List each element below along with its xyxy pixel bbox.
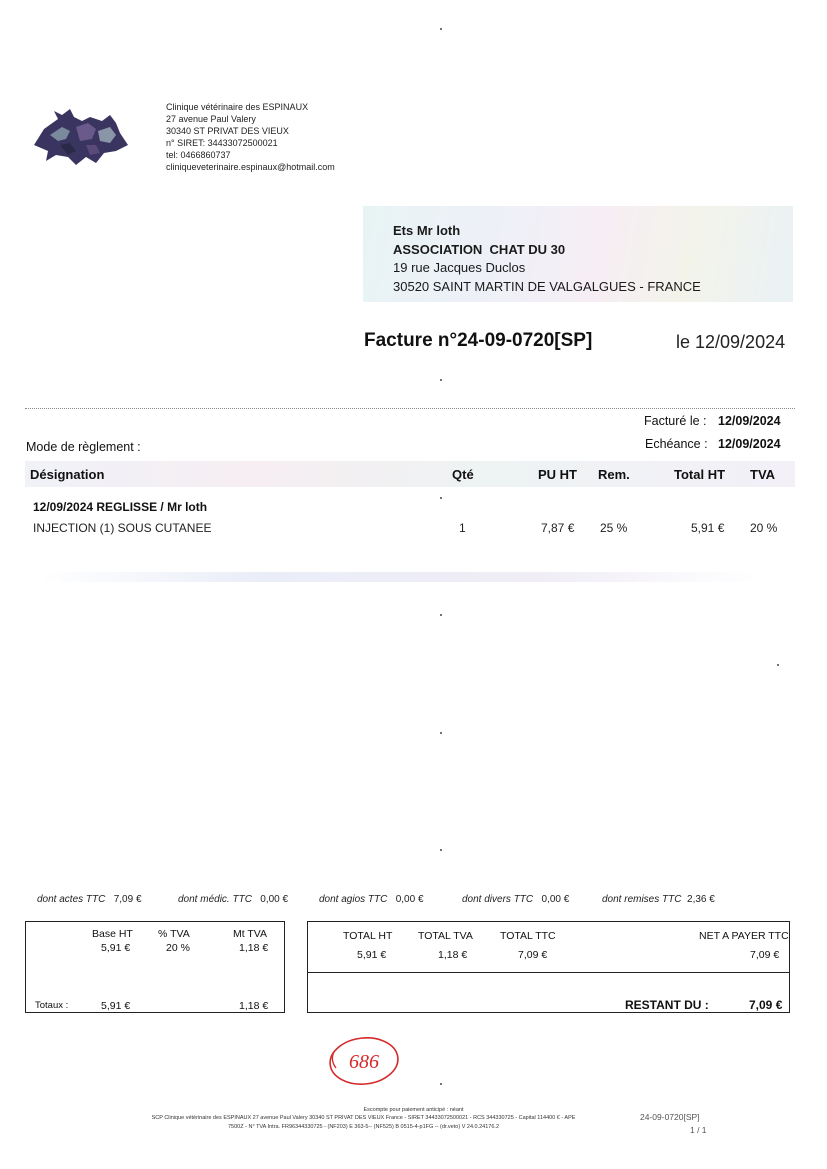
total-ht-label: TOTAL HT bbox=[343, 930, 393, 942]
footer-line-2: SCP Clinique vétérinaire des ESPINAUX 27 avenue Paul Valery 30340 ST PRIVAT DES VIEUX France - SIRET 34433072500021 - RCS 344330725 - Capital 114400 € - APE bbox=[151, 1115, 576, 1121]
medic-label: dont médic. TTC bbox=[178, 894, 252, 905]
actes-label: dont actes TTC bbox=[37, 894, 106, 905]
restant-label: RESTANT DU : bbox=[625, 998, 709, 1012]
row-designation: INJECTION (1) SOUS CUTANEE bbox=[33, 521, 212, 535]
col-tva: TVA bbox=[750, 467, 776, 482]
footer-ref: 24-09-0720[SP] bbox=[640, 1112, 700, 1122]
clinic-tel: tel: 0466860737 bbox=[166, 150, 231, 160]
stamp-text: 686 bbox=[349, 1051, 379, 1073]
summary-divers bbox=[462, 894, 569, 905]
clinic-street: 27 avenue Paul Valery bbox=[166, 114, 256, 124]
client-organisation: ASSOCIATION CHAT DU 30 bbox=[393, 241, 566, 257]
factured-label: Facturé le : bbox=[644, 414, 707, 428]
scan-dot bbox=[440, 849, 442, 851]
invoice-date: le 12/09/2024 bbox=[676, 332, 786, 352]
summary-actes bbox=[37, 894, 142, 905]
medic-value: 0,00 € bbox=[260, 894, 289, 905]
vat-amount-value: 1,18 € bbox=[239, 942, 269, 954]
vat-totals-base: 5,91 € bbox=[101, 1000, 131, 1012]
group-title: 12/09/2024 REGLISSE / Mr loth bbox=[33, 500, 208, 514]
actes-value: 7,09 € bbox=[113, 894, 142, 905]
scan-dot bbox=[440, 732, 442, 734]
scan-artifact bbox=[40, 572, 760, 582]
col-rem: Rem. bbox=[598, 467, 630, 482]
col-total: Total HT bbox=[674, 467, 726, 482]
clinic-address bbox=[166, 101, 335, 173]
row-pu: 7,87 € bbox=[541, 521, 575, 535]
summary-remises bbox=[602, 894, 715, 905]
col-pu: PU HT bbox=[538, 467, 577, 482]
total-ttc-value: 7,09 € bbox=[518, 949, 548, 961]
scan-dot bbox=[777, 664, 779, 666]
factured-value: 12/09/2024 bbox=[718, 414, 781, 428]
scan-dot bbox=[440, 497, 442, 499]
net-value: 7,09 € bbox=[750, 949, 780, 961]
footer-line-3: 7500Z - N° TVA Intra. FR96344330725 - (NF203) E 363-5-- (NF525) B 0515-4-p1FG -- (dr.veto) V 24.0.24176.2 bbox=[227, 1124, 500, 1130]
remises-label: dont remises TTC bbox=[602, 894, 682, 905]
summary-agios bbox=[319, 894, 424, 905]
clinic-siret: n° SIRET: 34433072500021 bbox=[166, 138, 278, 148]
clinic-city: 30340 ST PRIVAT DES VIEUX bbox=[166, 126, 289, 136]
clinic-email: cliniqueveterinaire.espinaux@hotmail.com bbox=[166, 162, 335, 172]
total-tva-value: 1,18 € bbox=[438, 949, 468, 961]
scan-dot bbox=[440, 379, 442, 381]
client-name: Ets Mr loth bbox=[393, 223, 461, 238]
clinic-logo-icon bbox=[30, 105, 130, 170]
row-tva: 20 % bbox=[750, 521, 778, 535]
footer-line-1: Escompte pour paiement anticipé : néant bbox=[363, 1107, 464, 1113]
vat-totals-amount: 1,18 € bbox=[239, 1000, 269, 1012]
row-rem: 25 % bbox=[600, 521, 628, 535]
scan-dot bbox=[440, 28, 442, 30]
client-street: 19 rue Jacques Duclos bbox=[393, 260, 526, 275]
net-label: NET A PAYER TTC bbox=[699, 930, 789, 942]
due-label: Echéance : bbox=[645, 437, 708, 451]
clinic-name: Clinique vétérinaire des ESPINAUX bbox=[166, 102, 309, 112]
divers-label: dont divers TTC bbox=[462, 894, 534, 905]
row-qty: 1 bbox=[459, 521, 466, 535]
scan-dot bbox=[440, 1083, 442, 1085]
summary-medic bbox=[178, 894, 288, 905]
invoice-title: Facture n°24-09-0720[SP] bbox=[364, 330, 593, 351]
vat-amount-label: Mt TVA bbox=[233, 928, 268, 940]
agios-label: dont agios TTC bbox=[319, 894, 388, 905]
divers-value: 0,00 € bbox=[541, 894, 570, 905]
scan-dot bbox=[440, 614, 442, 616]
due-value: 12/09/2024 bbox=[718, 437, 781, 451]
vat-totals-label: Totaux : bbox=[35, 1000, 69, 1011]
vat-base-label: Base HT bbox=[92, 928, 133, 940]
total-ttc-label: TOTAL TTC bbox=[500, 930, 556, 942]
vat-rate-label: % TVA bbox=[158, 928, 190, 940]
agios-value: 0,00 € bbox=[395, 894, 424, 905]
stamp-icon bbox=[326, 1032, 402, 1088]
client-city: 30520 SAINT MARTIN DE VALGALGUES - FRANCE bbox=[393, 278, 701, 294]
footer-page: 1 / 1 bbox=[690, 1125, 707, 1135]
total-tva-label: TOTAL TVA bbox=[418, 930, 473, 942]
remises-value: 2,36 € bbox=[687, 894, 715, 905]
vat-base-value: 5,91 € bbox=[101, 942, 131, 954]
separator-line bbox=[25, 408, 795, 409]
row-total: 5,91 € bbox=[691, 521, 725, 535]
vat-rate-value: 20 % bbox=[166, 942, 190, 954]
col-designation: Désignation bbox=[30, 467, 105, 482]
col-qty: Qté bbox=[452, 467, 474, 482]
payment-mode-label: Mode de règlement : bbox=[26, 440, 141, 454]
total-ht-value: 5,91 € bbox=[357, 949, 387, 961]
client-address bbox=[393, 222, 701, 296]
restant-value: 7,09 € bbox=[749, 998, 783, 1012]
totals-divider bbox=[307, 972, 790, 973]
